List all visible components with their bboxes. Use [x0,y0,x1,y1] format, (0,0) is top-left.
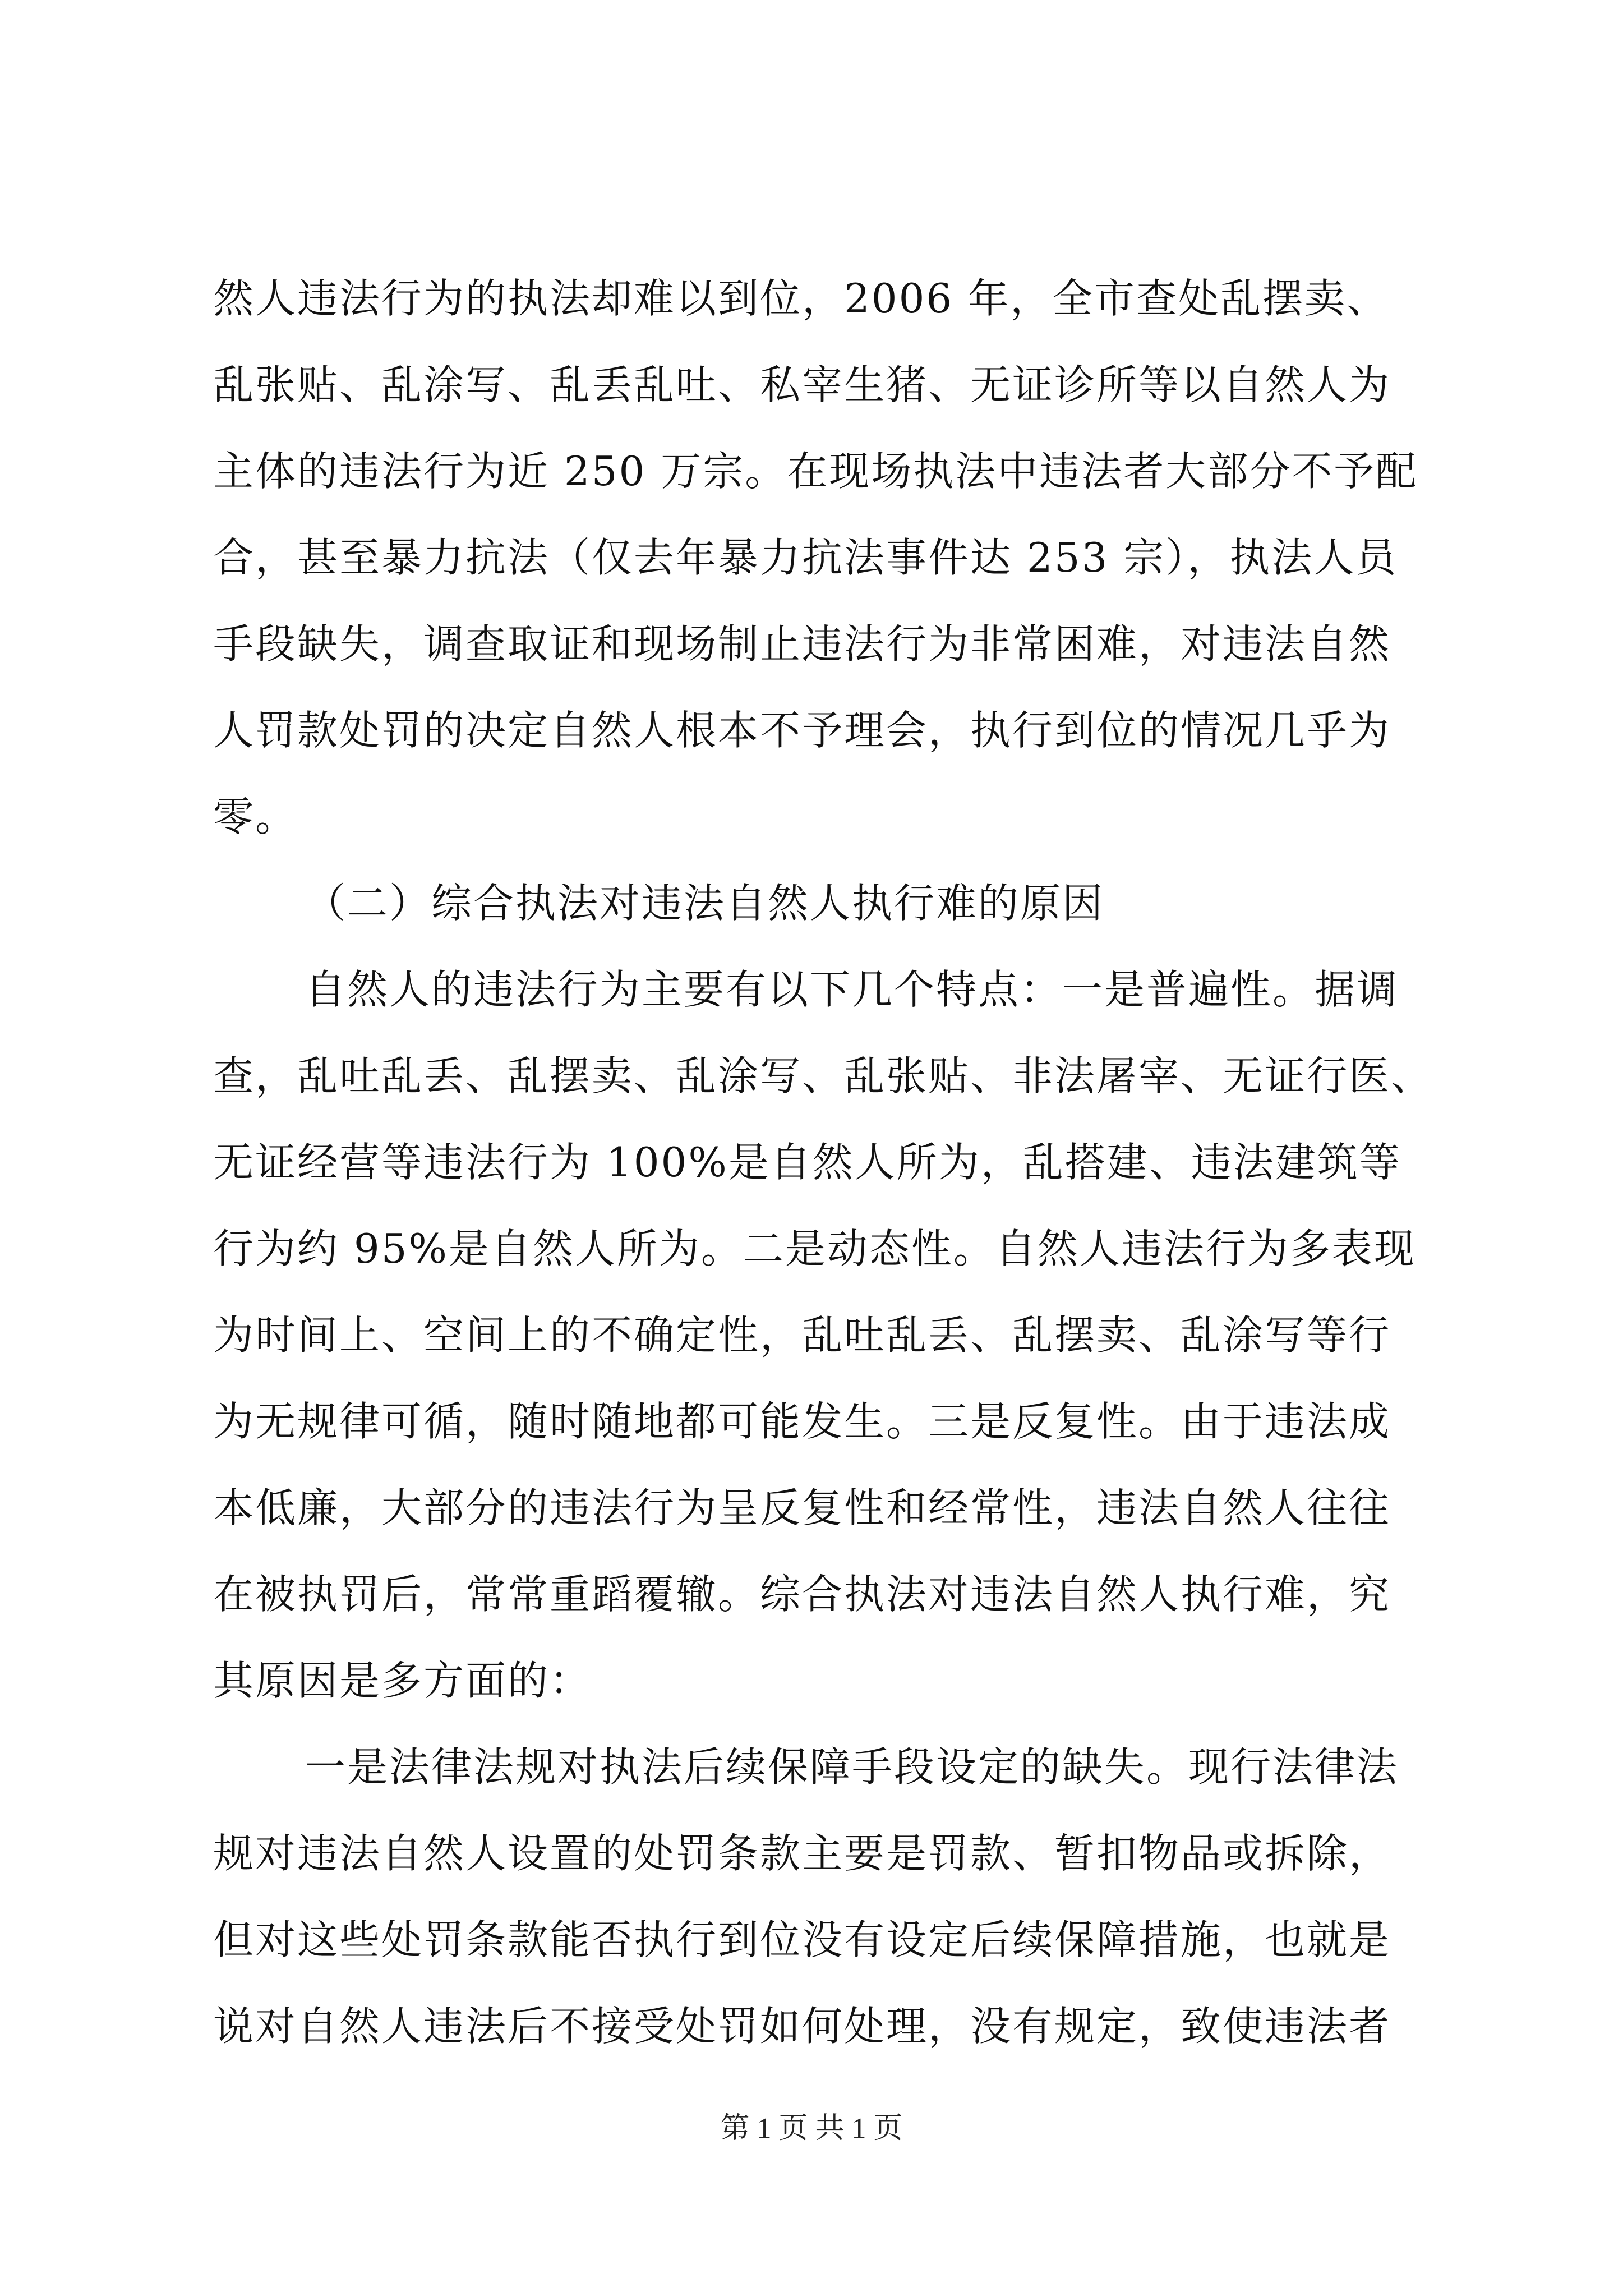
text-line: 合，甚至暴力抗法（仅去年暴力抗法事件达 253 宗），执法人员 [213,534,1398,581]
text-line: 查，乱吐乱丢、乱摆卖、乱涂写、乱张贴、非法屠宰、无证行医、 [213,1052,1433,1099]
text-line: 行为约 95%是自然人所为。二是动态性。自然人违法行为多表现 [213,1225,1416,1272]
text-line: 人罚款处罚的决定自然人根本不予理会，执行到位的情况几乎为 [213,707,1391,754]
document-body [213,255,1433,2069]
text-line: 一是法律法规对执法后续保障手段设定的缺失。现行法律法 [305,1743,1399,1791]
text-line: 零。 [213,793,298,840]
text-line: 在被执罚后，常常重蹈覆辙。综合执法对违法自然人执行难，究 [213,1571,1391,1618]
text-line: 手段缺失，调查取证和现场制止违法行为非常困难，对违法自然 [213,620,1391,668]
text-line: 规对违法自然人设置的处罚条款主要是罚款、暂扣物品或拆除， [213,1830,1391,1877]
section-heading: （二）综合执法对违法自然人执行难的原因 [305,880,1105,927]
text-line: 说对自然人违法后不接受处罚如何处理，没有规定，致使违法者 [213,2003,1391,2050]
text-line: 其原因是多方面的： [213,1657,592,1704]
text-line: 本低廉，大部分的违法行为呈反复性和经常性，违法自然人往往 [213,1484,1391,1531]
text-line: 为时间上、空间上的不确定性，乱吐乱丢、乱摆卖、乱涂写等行 [213,1312,1391,1359]
text-line: 乱张贴、乱涂写、乱丢乱吐、私宰生猪、无证诊所等以自然人为 [213,361,1391,408]
text-line: 无证经营等违法行为 100%是自然人所为，乱搭建、违法建筑等 [213,1139,1401,1186]
page-number-footer: 第 1 页 共 1 页 [720,2113,903,2145]
text-line: 自然人的违法行为主要有以下几个特点：一是普遍性。据调 [305,966,1399,1013]
text-line: 主体的违法行为近 250 万宗。在现场执法中违法者大部分不予配 [213,448,1418,495]
text-line: 为无规律可循，随时随地都可能发生。三是反复性。由于违法成 [213,1398,1391,1445]
text-line: 但对这些处罚条款能否执行到位没有设定后续保障措施，也就是 [213,1916,1391,1963]
text-line: 然人违法行为的执法却难以到位，2006 年，全市查处乱摆卖、 [213,275,1389,322]
